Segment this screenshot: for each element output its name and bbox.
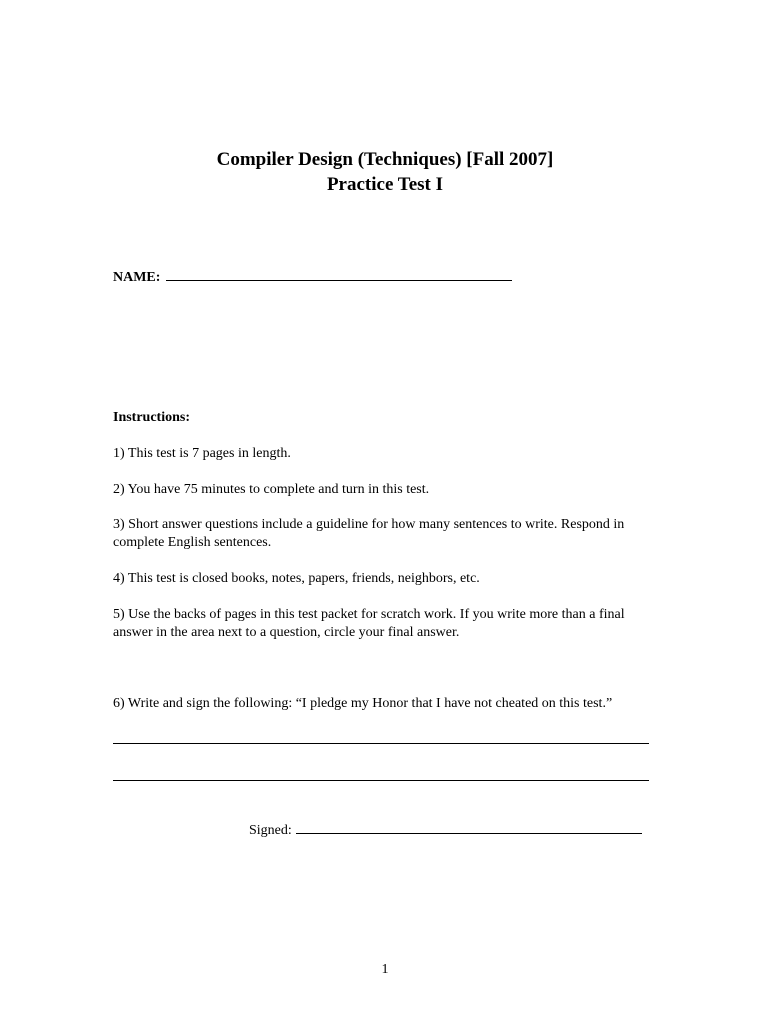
instruction-item: 6) Write and sign the following: “I pledge my Honor that I have not cheated on this test.”: [113, 696, 613, 711]
test-title: Practice Test I: [326, 174, 444, 195]
name-label: NAME:: [113, 270, 161, 285]
page-title: [0, 147, 770, 197]
pledge-write-line[interactable]: [113, 780, 649, 781]
instruction-item: 2) You have 75 minutes to complete and turn in this test.: [113, 482, 430, 497]
name-row: [113, 266, 512, 287]
course-title: Compiler Design (Techniques) [Fall 2007]: [216, 149, 554, 170]
page-number: 1: [381, 962, 389, 977]
name-blank-line[interactable]: [166, 266, 512, 281]
instruction-item: 3) Short answer questions include a guideline for how many sentences to write. Respond in complete English sentences.: [113, 517, 625, 550]
instruction-item: 4) This test is closed books, notes, papers, friends, neighbors, etc.: [113, 571, 480, 586]
signed-label: Signed:: [249, 823, 292, 838]
instruction-item: 5) Use the backs of pages in this test packet for scratch work. If you write more than a final answer in the area next to a question, circle your final answer.: [113, 607, 625, 640]
instruction-item: 1) This test is 7 pages in length.: [113, 446, 291, 461]
pledge-write-line[interactable]: [113, 743, 649, 744]
instructions-heading: Instructions:: [113, 410, 191, 425]
signature-row: [249, 819, 642, 840]
signature-blank-line[interactable]: [296, 819, 642, 834]
